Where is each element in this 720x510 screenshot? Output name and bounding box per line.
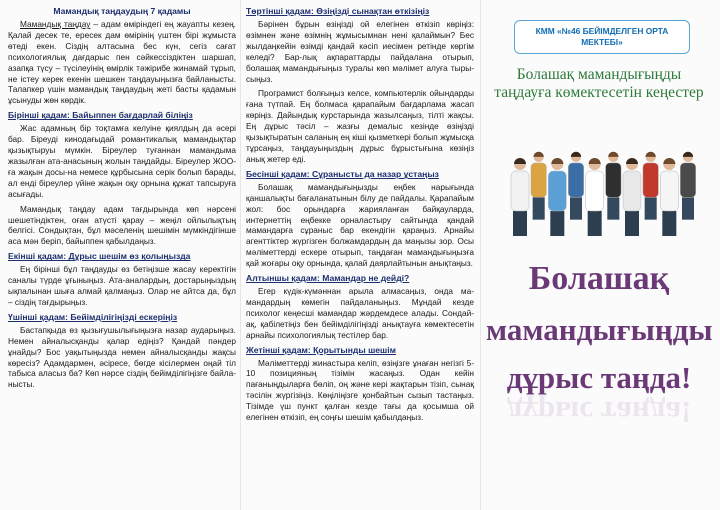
- intro-lead: Мамандық таңдау: [20, 19, 91, 29]
- chef-icon: [511, 158, 529, 236]
- step-7-paragraph: Мәліметтерді жинастыра келіп, өзіңізге ұнаған негізгі 5-10 позицияның тізімін жасаңыз. Одан кейін пағаныңдыларға бөліп, оң және кері жақтарын тізіп, сынақ тәсілін жүргізіңіз. Көңіліңізге қонбайтын сызып тастаңыз. Тізімде үш пункт қалған кезде тағы да қосымша ой елегінен өткізіп, ең соңғы шешім қабылдаңыз.: [246, 357, 474, 423]
- professions-illustration: [506, 144, 702, 236]
- headline-reflection: дұрыс таңда!: [506, 395, 692, 430]
- cook-icon: [660, 158, 678, 236]
- intro-text: – адам өміріндегі ең жауапты кезең. Қалай десек те, ересек дам өмірінің үштен бірі жұмыста өтеді екен. Сіздің алтасына бес күн, сегіз сағат психологиялық дағдарыс пен сәйкессіздіктен шаршап, азапқа түсу – түсілеуінің өмірлік тәжірибе жинамай тұрып, не істеу керек екенін шешкен таңдауыңызға байланысты. Талапкер үшін мамандық таңдаудың жеті басты қадамын ұсынуды жөн көрдік.: [8, 19, 236, 106]
- step-7-heading: Жетінші қадам: Қорытынды шешім: [246, 344, 396, 355]
- step-5-heading: Бесінші қадам: Сұранысты да назар ұстаңыз: [246, 168, 439, 179]
- step-4-paragraph-2: Програмист болғыңыз келсе, компьютерлік ойындарды ғана түтпай. Ең болмаса қарапайым бағдарлама жасап көріңіз. Дайындық курстарында жазылсаңыз, тілті жақсы. Ең дұрыс тәсіл – жазғы демалыс кезінде өзіңізді қызықтыратын саланың ең кіші қызметкері болып жұмысқа тұрсаңыз, таңдауыңыздың дұрыс бұрыстығына көзіңіз анық жетер еді.: [246, 88, 474, 164]
- step-2-section: [8, 251, 236, 308]
- step-6-section: [246, 273, 474, 341]
- step-1-paragraph-2: Мамандық таңдау адам тағдырында көп нәрсені шешетіндіктен, оған атүсті қарау – жеңіл ойлылықтың белгісі. Сондықтан, бұл мәселенің шешімін мүмкіндігінше аса мән беріп, байыппен қабылдаңыз.: [8, 203, 236, 247]
- cover-headline-line-1: Болашақ: [528, 260, 670, 297]
- student-icon: [643, 152, 658, 220]
- office-worker-icon: [680, 152, 695, 220]
- brochure-title: Мамандық таңдаудың 7 қадамы: [53, 6, 191, 16]
- step-4-section: [246, 6, 474, 165]
- left-column: [8, 6, 236, 394]
- builder-icon: [531, 152, 546, 220]
- step-1-heading: Бірінші қадам: Байыппен бағдарлай біліңіз: [8, 110, 193, 121]
- middle-column: [246, 6, 474, 427]
- step-6-heading: Алтыншы қадам: Мамандар не дейді?: [246, 273, 410, 284]
- step-5-section: [246, 169, 474, 269]
- businessman-icon: [606, 152, 621, 220]
- step-7-section: [246, 345, 474, 423]
- cover-column: [486, 0, 712, 510]
- step-3-paragraph: Бастапқыда өз қызығушылығыңызға назар аударыңыз. Немен айналысқанды қалар едіңіз? Қандай пәндер ұнайды? Бос уақытыңызда немен айналысқанды жақсы көресіз? Адамдармен, әсіресе, бөгде кісілермен оңай тіл табыса аласыз ба? Көп нәрсе сіздің бейімділігіңізге байла-нысты.: [8, 324, 236, 390]
- step-3-section: [8, 312, 236, 390]
- step-2-paragraph: Ең бірінші бұл таңдауды өз бетіңізше жасау керектігін саналы түрде ұғыныңыз. Ата-аналардың, достарыңыздың ықпалынан шыға алмай қалмаңыз. Олар не айтса да, бұл – сіздің тағдырыңыз.: [8, 264, 236, 307]
- cover-headline-line-3: дұрыс таңда!: [506, 360, 692, 395]
- step-4-paragraph-1: Бәрінен бұрын өзіңізді ой елегінен өткізіп көріңіз: өзімнен және өзімнің жұмысымнан нені қалаймын? Бес жылдаңкейін өзімді қандай кәсіп иесімен ретінде көргім келеді? Бар-лық ақпараттарды пайдалана отырып, болашақ мамандығыңыз туралы көп мәлімет алуға тыры-сыңыз.: [246, 19, 474, 84]
- column-divider: [480, 0, 481, 510]
- school-name-box: КММ «№46 БЕЙІМДЕЛГЕН ОРТА МЕКТЕБІ»: [514, 20, 690, 54]
- nurse-icon: [548, 158, 566, 236]
- step-4-heading: Төртінші қадам: Өзіңізді сынақтан өткізіңіз: [246, 6, 430, 16]
- step-1-section: [8, 110, 236, 247]
- column-divider: [240, 0, 241, 510]
- step-5-paragraph: Болашақ мамандығыңызды еңбек нарығында қаншалықты бағаланатынын білу де пайдалы. Қарапайым жол: бос орындарға жарияланған байқауларда, интернеттің еңбекке орналастыру сайтында қандай мамандарға сұраныс бар екендігін қараңыз. Арнайы агенттіктер жүргізген болжамдардың да маңызы зор. Осы мәліметтерді ескере отырып, таңдаған мамандығыңызға қай жоғары оқу орнында, қалай даярлайтынын анықтаңыз.: [246, 181, 474, 269]
- step-6-paragraph: Егер күдік-күмәннан арыла алмасаңыз, онда ма-мандардың көмегін пайдаланыңыз. Мұндай кезде психолог кеңесші мамандар жәрдемдесе алады. Сондай-ақ, қабілетіңіз бен бейімділігіңізді анықтауға көмектесетін арнайы психологиялық тестілер бар.: [246, 286, 474, 340]
- scientist-icon: [623, 158, 641, 236]
- step-3-heading: Үшінші қадам: Бейімділігіңізді ескеріңіз: [8, 311, 178, 322]
- cover-headline-line-2: мамандығыңды: [486, 312, 713, 347]
- worker-icon: [568, 152, 583, 220]
- cover-tagline: Болашақ мамандығыңды таңдауға көмектесетін кеңестер: [494, 66, 704, 101]
- step-1-paragraph-1: Жас адамның бір тоқтамға келуіне қиялдың да әсері бар. Біреуді кинодағыдай романтикалық мамандықтар қызықтыруы мүмкін. Біреулер туғаннан мамандыма жазылған ата-анасының жолын таңдайды. Біреулер ЖОО-ға жақын досы-на немесе құрбысына серік болып барады, ал енді біреулер үйіне жақын оқу орнына құжат тапсыруға асығады.: [8, 123, 236, 199]
- step-2-heading: Екінші қадам: Дұрыс шешім өз қолыңызда: [8, 251, 191, 262]
- intro-paragraph: [8, 19, 236, 106]
- doctor-icon: [586, 158, 604, 236]
